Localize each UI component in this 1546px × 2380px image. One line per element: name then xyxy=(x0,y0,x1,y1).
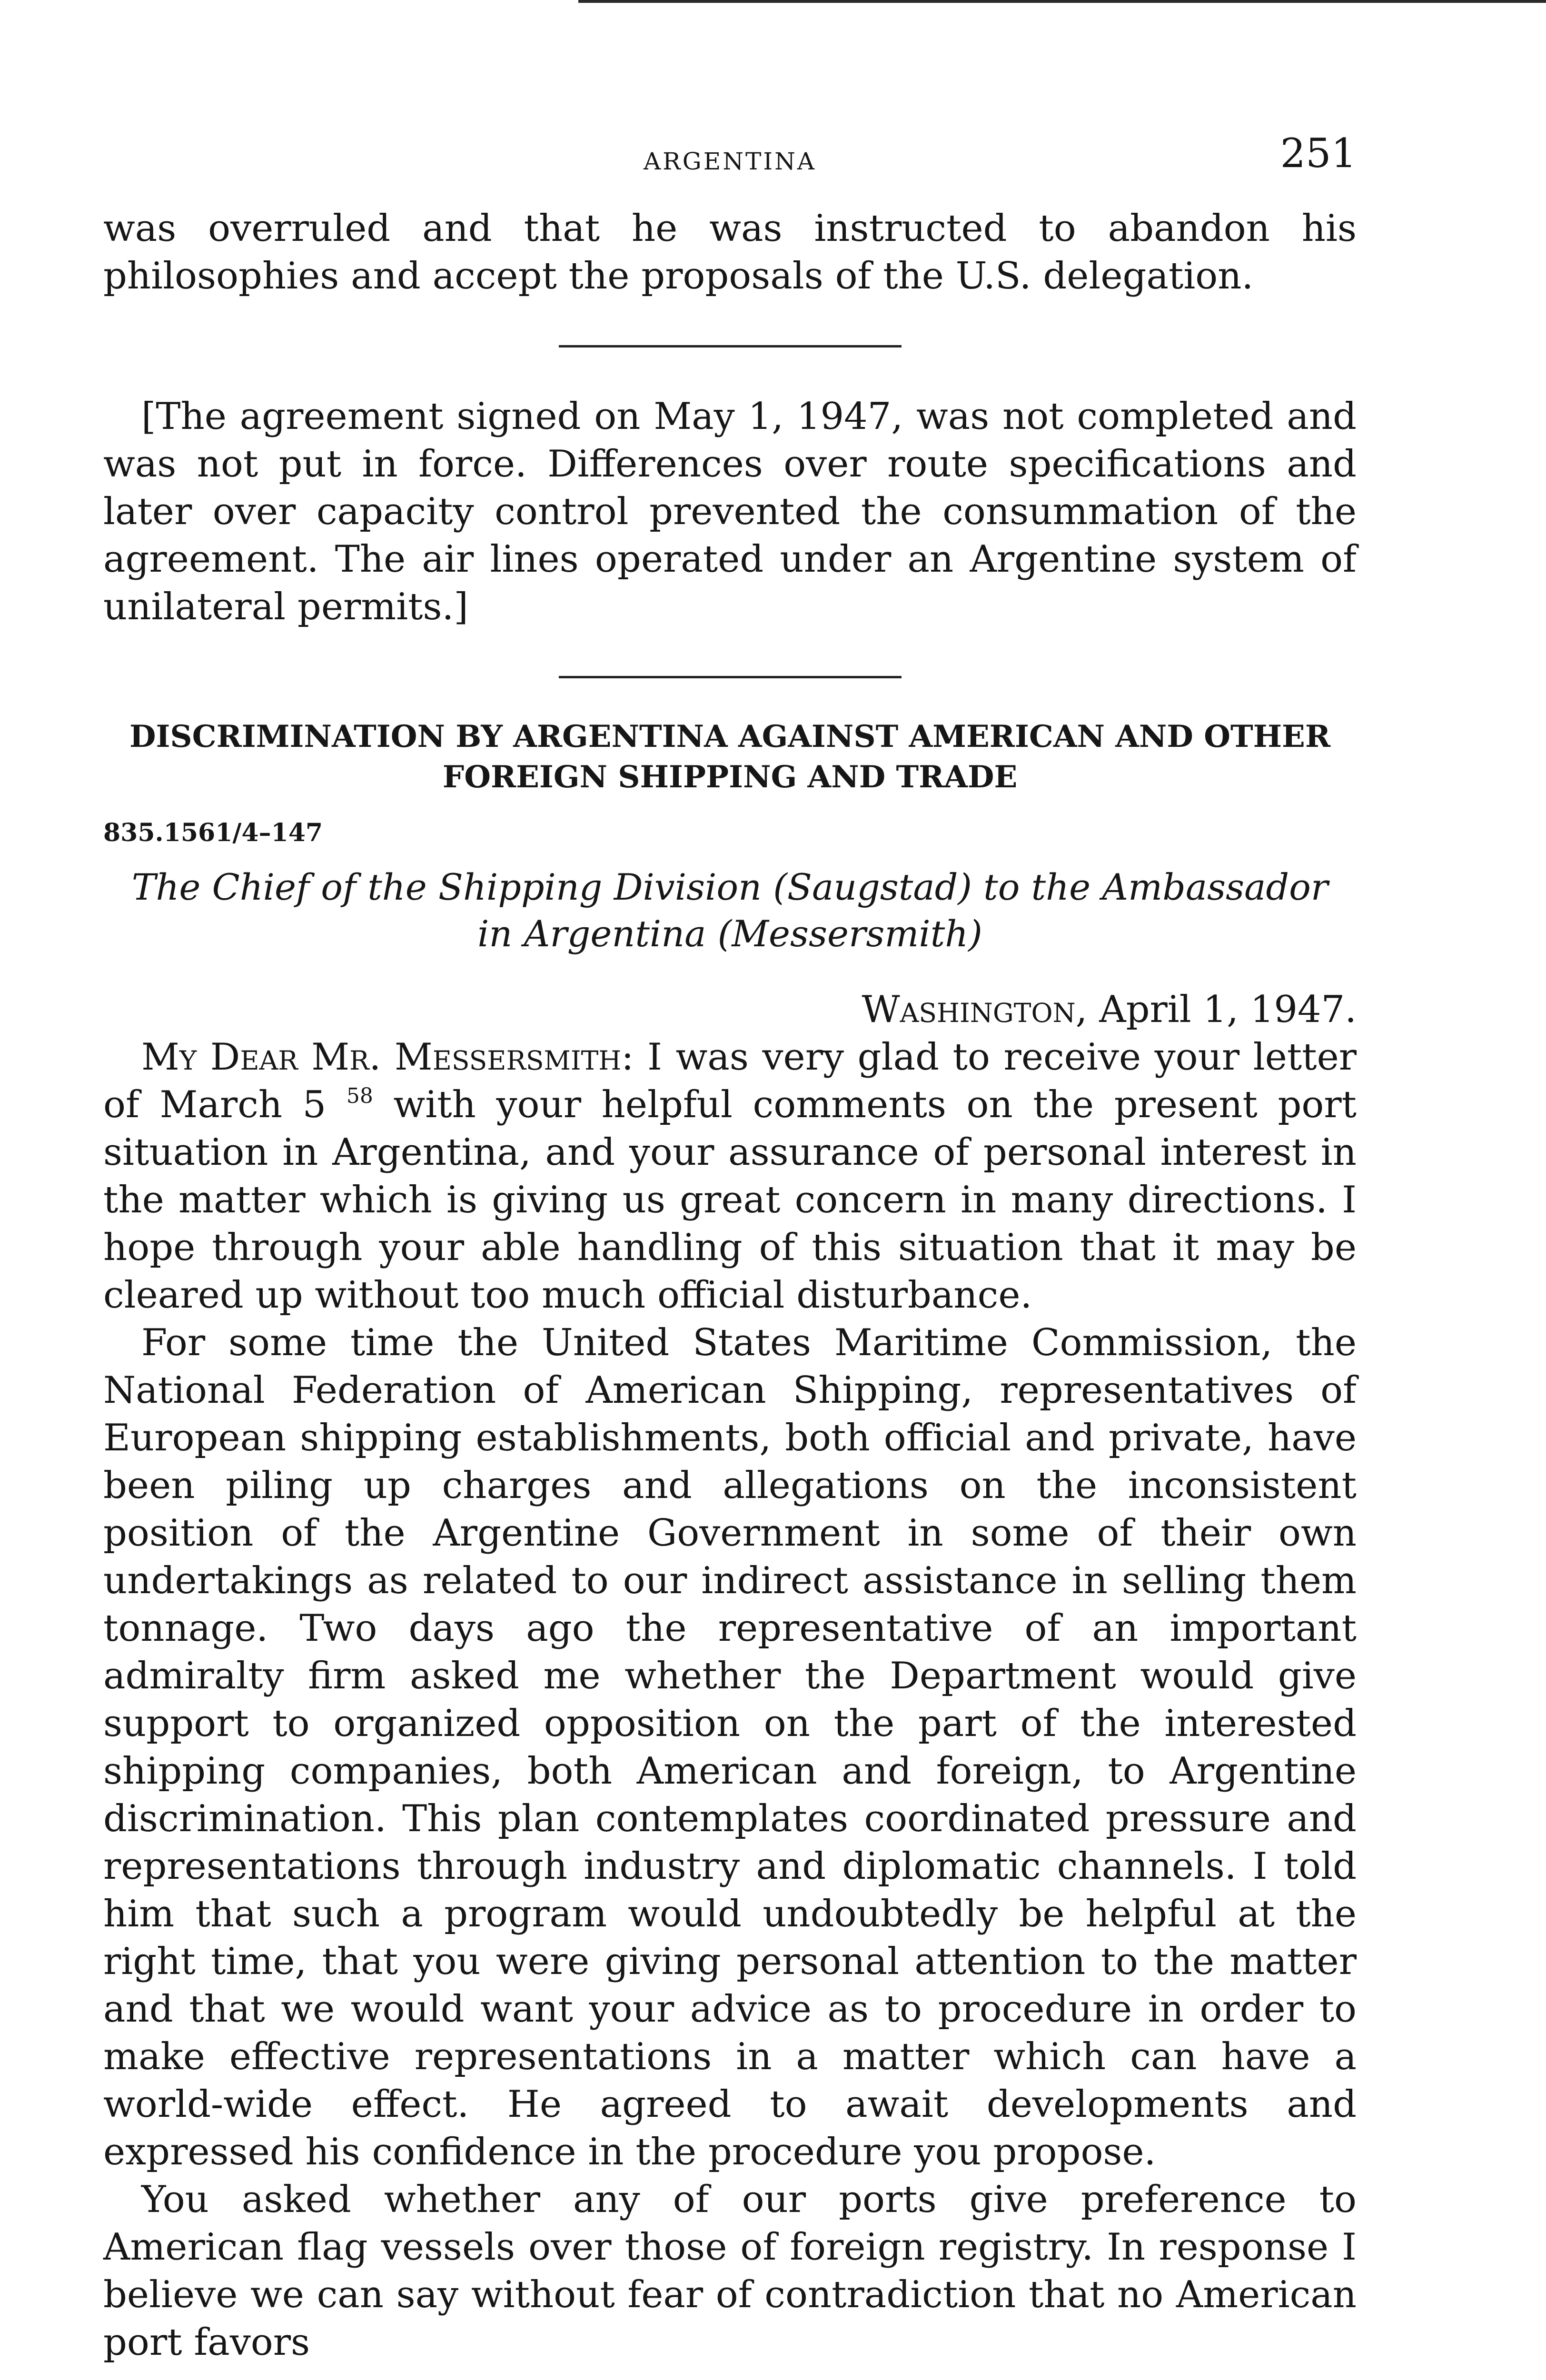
paragraph-text: with your helpful comments on the present port situation in Argentina, and your assurance of personal interest in the matter which is giving us great concern in many directions. I hope through your able handling of this situation that it may be cleared up without too much official disturbance. xyxy=(103,1083,1357,1317)
running-header xyxy=(103,130,1357,205)
document-heading-line: in Argentina (Messersmith) xyxy=(477,912,982,955)
letter-paragraph: You asked whether any of our ports give preference to American flag vessels over those of foreign registry. In response I believe we can say without fear of contradiction that no American port favors xyxy=(103,2178,1357,2364)
section-divider-rule xyxy=(559,345,902,347)
salutation: My Dear Mr. Messersmith: xyxy=(141,1036,634,1079)
page-number: 251 xyxy=(1280,130,1357,177)
section-title-line: DISCRIMINATION BY ARGENTINA AGAINST AMERICAN AND OTHER xyxy=(129,719,1331,754)
editorial-note: [The agreement signed on May 1, 1947, was not completed and was not put in force. Differences over route specifications and later over capacity control prevented the consummation of the agreement. The air lines operated under an Argentine system of unilateral permits.] xyxy=(103,395,1357,628)
footnote-reference: 58 xyxy=(346,1084,373,1108)
running-title: ARGENTINA xyxy=(644,148,816,175)
section-title-line: FOREIGN SHIPPING AND TRADE xyxy=(442,759,1018,795)
document-heading-line: The Chief of the Shipping Division (Saugstad) to the Ambassador xyxy=(131,866,1328,908)
document-heading xyxy=(103,864,1357,957)
continuation-paragraph: was overruled and that he was instructed to abandon his philosophies and accept the proposals of the U.S. delegation. xyxy=(103,207,1357,298)
dateline-date: April 1, 1947. xyxy=(1099,988,1357,1031)
section-heading xyxy=(103,716,1357,797)
dateline-place: Washington, xyxy=(862,988,1088,1031)
document-page xyxy=(103,130,1357,2380)
scan-edge-line xyxy=(578,0,1546,3)
letter-paragraph xyxy=(103,1033,1357,1319)
letter-paragraph: For some time the United States Maritime Commission, the National Federation of American Shipping, representatives of European shipping establishments, both official and private, have been piling up charges and allegations on the inconsistent position of the Argentine Government in some of their own undertakings as related to our indirect assistance in selling them tonnage. Two days ago the representative of an important admiralty firm asked me whether the Department would give support to organized opposition on the part of the interested shipping companies, both American and foreign, to Argentine discrimination. This plan contemplates coordinated pressure and representations through industry and diplomatic channels. I told him that such a program would undoubtedly be helpful at the right time, that you were giving personal attention to the matter and that we would want your advice as to procedure in order to make effective representations in a matter which can have a world-wide effect. He agreed to await developments and expressed his confidence in the procedure you propose. xyxy=(103,1321,1357,2173)
paragraph-text: I was very glad to receive your letter of March 5 xyxy=(103,1036,1357,1126)
dateline xyxy=(103,986,1357,1033)
file-number: 835.1561/4–147 xyxy=(103,818,323,847)
section-divider-rule xyxy=(559,676,902,678)
